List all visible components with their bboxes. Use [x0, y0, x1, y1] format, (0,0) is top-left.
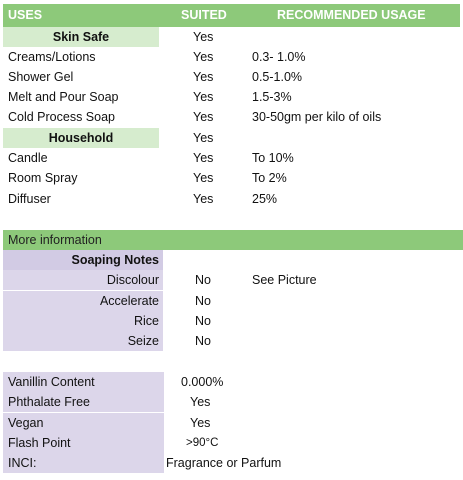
header-suited: SUITED — [181, 8, 227, 22]
use-label: Diffuser — [8, 192, 51, 206]
household-suited: Yes — [193, 131, 214, 145]
section-soaping-notes: Soaping Notes — [3, 250, 163, 270]
soaping-note-name: Discolour — [3, 270, 163, 290]
property-value: 0.000% — [181, 375, 224, 389]
usage-value: 0.5-1.0% — [252, 70, 303, 84]
use-label: Melt and Pour Soap — [8, 90, 119, 104]
use-label: Creams/Lotions — [8, 50, 96, 64]
usage-value: 30-50gm per kilo of oils — [252, 110, 382, 124]
use-label: Room Spray — [8, 171, 78, 185]
suited-value: Yes — [193, 90, 214, 104]
usage-value: To 10% — [252, 151, 294, 165]
property-value: >90°C — [186, 437, 219, 449]
soaping-note-name: Rice — [3, 311, 163, 331]
soaping-note-value: No — [195, 273, 211, 287]
see-picture-note: See Picture — [252, 273, 317, 287]
use-label: Shower Gel — [8, 70, 74, 84]
use-label: Cold Process Soap — [8, 110, 116, 124]
header-recommended-usage: RECOMMENDED USAGE — [277, 8, 426, 22]
soaping-note-name: Seize — [3, 331, 163, 351]
header-uses: USES — [8, 8, 43, 22]
usage-value: To 2% — [252, 171, 287, 185]
property-name: Phthalate Free — [3, 392, 164, 412]
more-information-bar: More information — [3, 230, 463, 250]
suited-value: Yes — [193, 171, 214, 185]
property-name: Flash Point — [3, 433, 164, 453]
usage-value: 0.3- 1.0% — [252, 50, 306, 64]
soaping-note-name: Accelerate — [3, 291, 163, 311]
property-value: Yes — [190, 395, 211, 409]
soaping-note-value: No — [195, 294, 211, 308]
suited-value: Yes — [193, 110, 214, 124]
use-label: Candle — [8, 151, 48, 165]
soaping-note-value: No — [195, 314, 211, 328]
suited-value: Yes — [193, 50, 214, 64]
suited-value: Yes — [193, 70, 214, 84]
section-skin-safe: Skin Safe — [3, 27, 159, 47]
usage-value: 25% — [252, 192, 278, 206]
section-household: Household — [3, 128, 159, 148]
property-name: INCI: — [3, 453, 164, 473]
soaping-note-value: No — [195, 334, 211, 348]
usage-value: 1.5-3% — [252, 90, 292, 104]
property-name: Vegan — [3, 413, 164, 433]
suited-value: Yes — [193, 151, 214, 165]
property-value: Fragrance or Parfum — [166, 456, 282, 470]
property-name: Vanillin Content — [3, 372, 164, 392]
suited-value: Yes — [193, 192, 214, 206]
skin-safe-suited: Yes — [193, 30, 214, 44]
property-value: Yes — [190, 416, 211, 430]
